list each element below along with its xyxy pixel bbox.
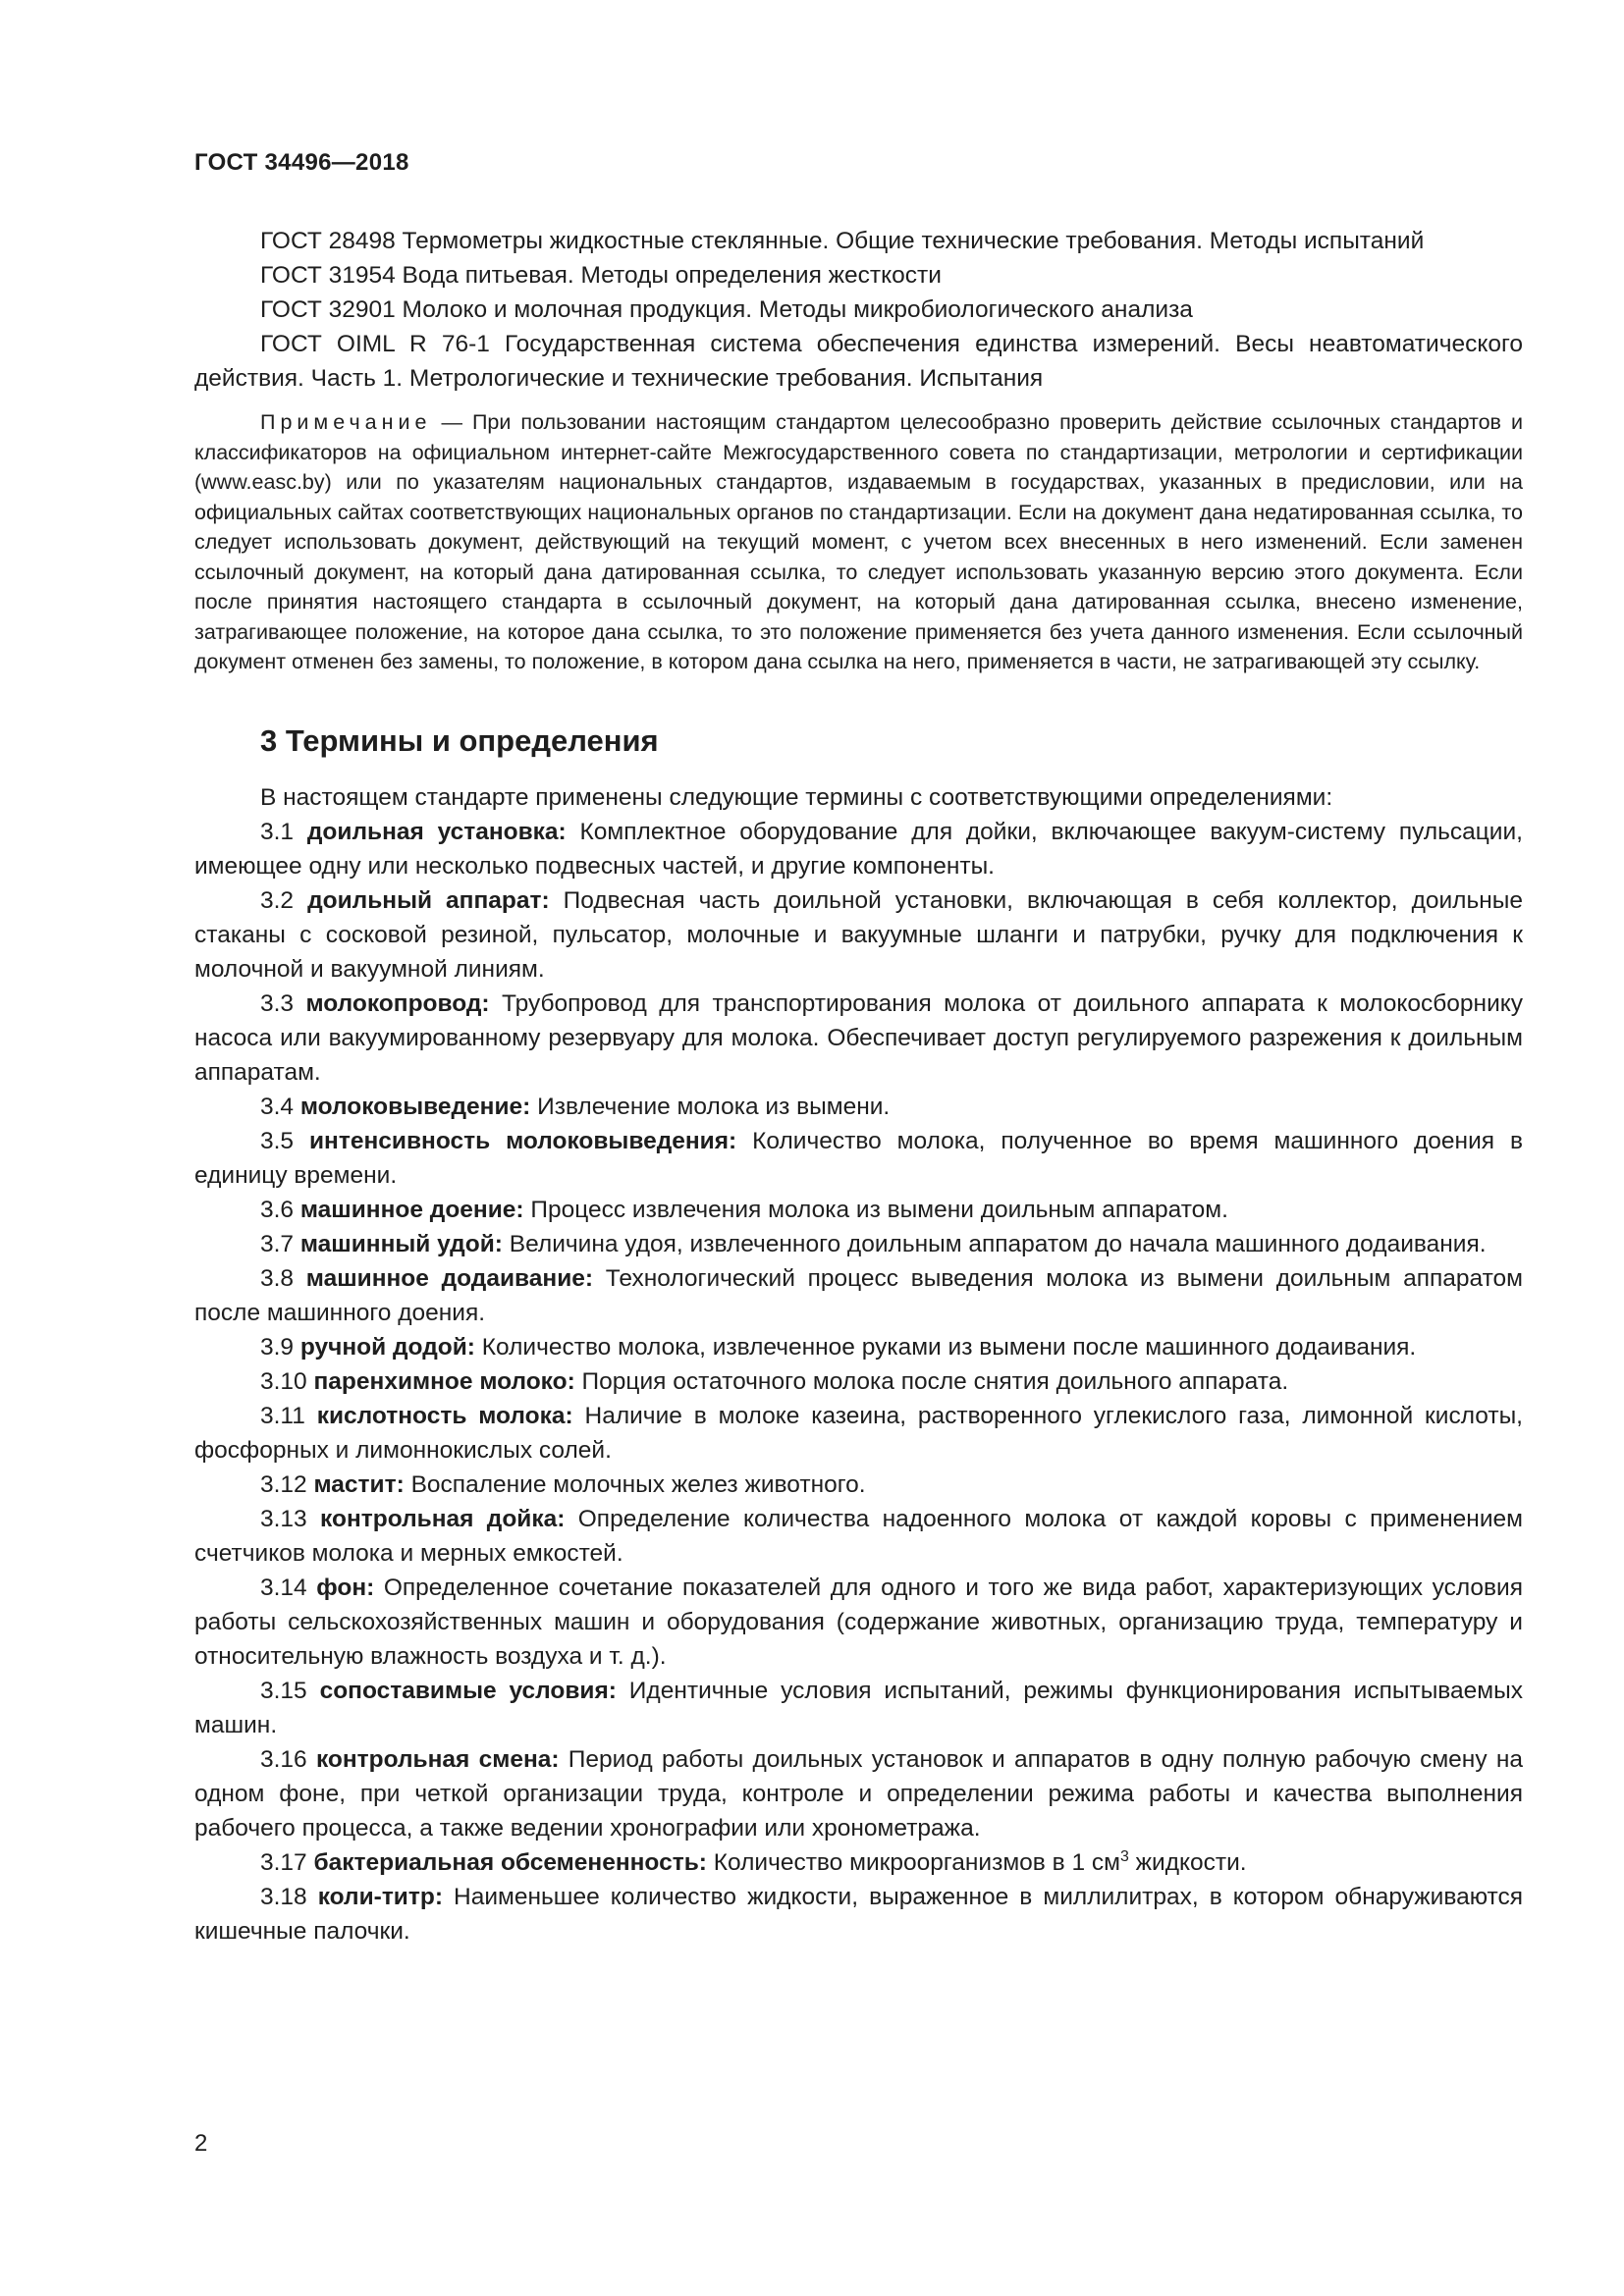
term-definition: Извлечение молока из вымени. [530, 1093, 891, 1120]
term-number: 3.6 [260, 1196, 300, 1223]
term-entry [194, 987, 1523, 1090]
term-definition: Наличие в молоке казеина, растворенного углекислого газа, лимонной кислоты, фосфорных и лимоннокислых солей. [194, 1402, 1523, 1464]
reference-item: ГОСТ 31954 Вода питьевая. Методы определения жесткости [260, 262, 942, 289]
term-entry [194, 1227, 1523, 1261]
term-entry [194, 1845, 1523, 1880]
term-entry [194, 1330, 1523, 1364]
term-number: 3.12 [260, 1470, 314, 1498]
term-definition-end: жидкости. [1128, 1848, 1247, 1876]
term-number: 3.7 [260, 1230, 300, 1257]
term-name: сопоставимые условия: [319, 1677, 617, 1704]
note-text: — При пользовании настоящим стандартом целесообразно проверить действие ссылочных стандартов и классификаторов на официальном интернет-сайте Межгосударственного совета по стандартизации, метрологии и сертификации (www.easc.by) или по указателям национальных стандартов, издаваемым в государствах, указанных в предисловии, или на официальных сайтах соответствующих национальных органов по стандартизации. Если на документ дана недатированная ссылка, то следует использовать документ, действующий на текущий момент, с учетом всех внесенных в него изменений. Если заменен ссылочный документ, на который дана датированная ссылка, то следует использовать указанную версию этого документа. Если после принятия настоящего стандарта в ссылочный документ, на который дана датированная ссылка, внесено изменение, затрагивающее положение, на которое дана ссылка, то это положение применяется без учета данного изменения. Если ссылочный документ отменен без замены, то положение, в котором дана ссылка на него, применяется в части, не затрагивающей эту ссылку. [194, 410, 1523, 673]
term-definition: Трубопровод для транспортирования молока от доильного аппарата к молокосборнику насоса или вакуумированному резервуару для молока. Обеспечивает доступ регулируемого разрежения к доильным аппаратам. [194, 989, 1523, 1086]
term-name: контрольная дойка: [320, 1505, 566, 1532]
term-number: 3.9 [260, 1333, 300, 1361]
term-definition: Процесс извлечения молока из вымени доильным аппаратом. [523, 1196, 1228, 1223]
term-number: 3.17 [260, 1848, 314, 1876]
term-number: 3.18 [260, 1883, 318, 1910]
reference-item: ГОСТ OIML R 76-1 Государственная система обеспечения единства измерений. Весы неавтоматического действия. Часть 1. Метрологические и технические требования. Испытания [194, 331, 1523, 392]
term-definition: Период работы доильных установок и аппаратов в одну полную рабочую смену на одном фоне, при четкой организации труда, контроле и определении режима работы и качества выполнения рабочего процесса, а также ведении хронографии или хронометража. [194, 1745, 1523, 1842]
term-number: 3.1 [260, 818, 307, 845]
term-entry [194, 1468, 1523, 1502]
term-definition: Воспаление молочных желез животного. [404, 1470, 866, 1498]
term-name: машинное доение: [299, 1196, 524, 1223]
term-definition: Идентичные условия испытаний, режимы функционирования испытываемых машин. [194, 1677, 1524, 1738]
term-definition: Величина удоя, извлеченного доильным аппаратом до начала машинного додаивания. [502, 1230, 1487, 1257]
note-label: Примечание [260, 410, 432, 434]
term-name: мастит: [313, 1470, 405, 1498]
section-intro: В настоящем стандарте применены следующие термины с соответствующими определениями: [260, 783, 1333, 811]
term-name: машинное додаивание: [305, 1264, 594, 1292]
term-entry [194, 1880, 1523, 1949]
term-number: 3.13 [260, 1505, 321, 1532]
term-name: коли-титр: [317, 1883, 443, 1910]
term-entry [194, 1674, 1523, 1742]
reference-item: ГОСТ 32901 Молоко и молочная продукция. Методы микробиологического анализа [260, 296, 1193, 323]
term-entry [194, 1399, 1523, 1468]
term-definition: Определение количества надоенного молока от каждой коровы с применением счетчиков молока и мерных емкостей. [194, 1505, 1523, 1567]
term-entry [194, 1571, 1523, 1674]
page-number: 2 [194, 2130, 208, 2157]
term-entry [194, 1261, 1523, 1330]
reference-item: ГОСТ 28498 Термометры жидкостные стеклянные. Общие технические требования. Методы испытаний [260, 228, 1425, 254]
term-entry [194, 1364, 1523, 1399]
term-definition: Количество молока, полученное во время машинного доения в единицу времени. [194, 1127, 1523, 1189]
term-number: 3.3 [260, 989, 306, 1017]
term-entry [194, 883, 1523, 987]
term-entry [194, 1090, 1523, 1124]
term-entry [194, 1502, 1523, 1571]
term-number: 3.14 [260, 1574, 317, 1601]
term-name: ручной додой: [299, 1333, 475, 1361]
term-number: 3.11 [260, 1402, 317, 1429]
term-name: доильная установка: [306, 818, 567, 845]
term-definition: Количество молока, извлеченное руками из вымени после машинного додаивания. [474, 1333, 1417, 1361]
term-name: молокопровод: [305, 989, 490, 1017]
term-name: кислотность молока: [316, 1402, 573, 1429]
section-title: 3 Термины и определения [260, 722, 659, 758]
term-number: 3.8 [260, 1264, 306, 1292]
term-number: 3.5 [260, 1127, 309, 1154]
superscript-exponent: 3 [1119, 1847, 1129, 1865]
term-name: интенсивность молоковыведения: [309, 1127, 737, 1154]
page-content [194, 224, 1523, 1949]
term-definition: Технологический процесс выведения молока из вымени доильным аппаратом после машинного доения. [194, 1264, 1524, 1326]
term-name: доильный аппарат: [307, 886, 550, 914]
term-number: 3.2 [260, 886, 308, 914]
term-entry [194, 1193, 1523, 1227]
term-name: бактериальная обсемененность: [313, 1848, 707, 1876]
term-entry [194, 1124, 1523, 1193]
term-definition: Наименьшее количество жидкости, выраженное в миллилитрах, в котором обнаруживаются кишечные палочки. [194, 1883, 1523, 1945]
term-name: фон: [316, 1574, 375, 1601]
term-number: 3.15 [260, 1677, 320, 1704]
term-number: 3.10 [260, 1367, 314, 1395]
term-name: контрольная смена: [315, 1745, 560, 1773]
note-paragraph [194, 407, 1523, 677]
term-name: молоковыведение: [299, 1093, 531, 1120]
term-definition: Подвесная часть доильной установки, включающая в себя коллектор, доильные стаканы с сосковой резиной, пульсатор, молочные и вакуумные шланги и патрубки, ручку для подключения к молочной и вакуумной линиям. [194, 886, 1523, 983]
term-definition: Комплектное оборудование для дойки, включающее вакуум-систему пульсации, имеющее одну или несколько подвесных частей, и другие компоненты. [194, 818, 1523, 880]
term-definition: Количество микроорганизмов в 1 см [706, 1848, 1120, 1876]
terms-list [194, 815, 1523, 1949]
document-code-header: ГОСТ 34496—2018 [194, 149, 409, 176]
term-name: машинный удой: [299, 1230, 503, 1257]
term-entry [194, 1742, 1523, 1845]
term-number: 3.4 [260, 1093, 300, 1120]
term-number: 3.16 [260, 1745, 316, 1773]
term-name: паренхимное молоко: [313, 1367, 575, 1395]
term-definition: Порция остаточного молока после снятия доильного аппарата. [574, 1367, 1289, 1395]
term-definition: Определенное сочетание показателей для одного и того же вида работ, характеризующих условия работы сельскохозяйственных машин и оборудования (содержание животных, организацию труда, температуру и относительную влажность воздуха и т. д.). [194, 1574, 1523, 1670]
term-entry [194, 815, 1523, 883]
